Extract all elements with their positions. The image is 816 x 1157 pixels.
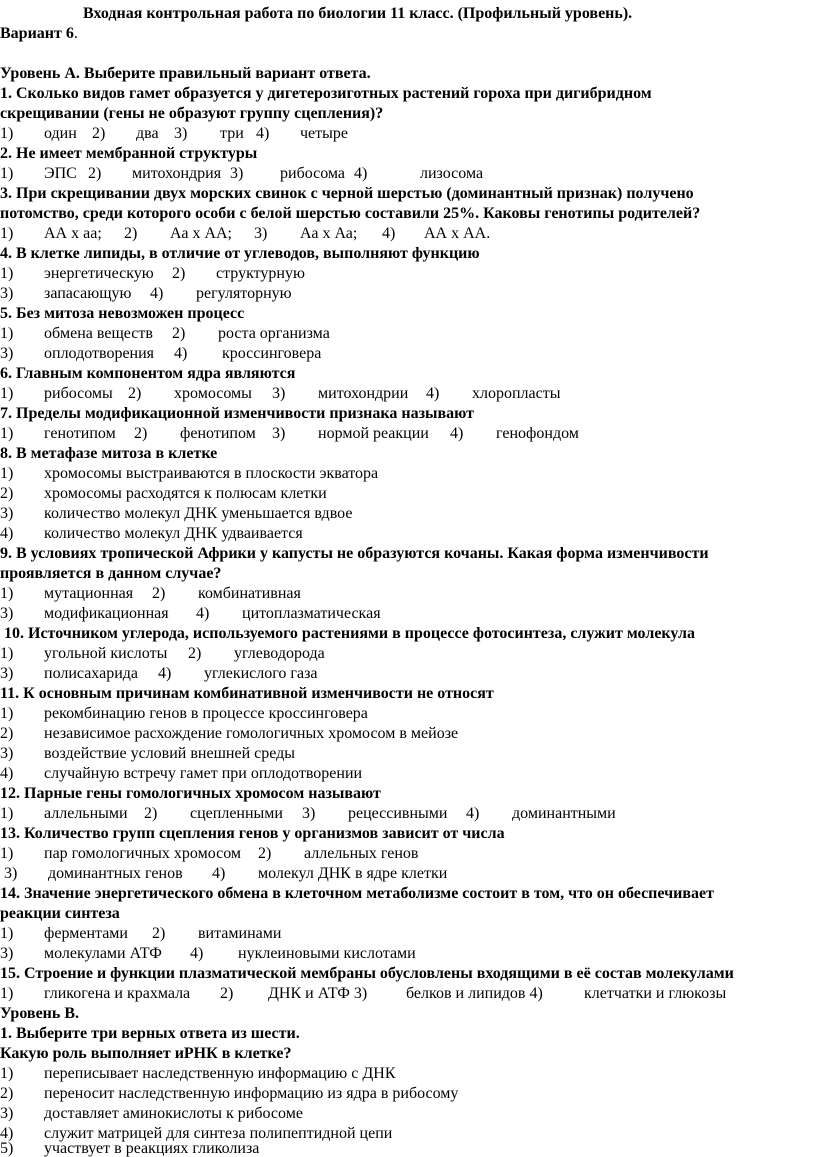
option-text: хлоропласты <box>472 385 561 402</box>
option-number: 4) <box>354 165 368 182</box>
option-number: 4) <box>450 425 464 442</box>
option-text: четыре <box>300 125 348 142</box>
question-3-line-2: потомство, среди которого особи с белой шерстью составили 25%. Каковы генотипы родителей? <box>0 205 701 222</box>
option-text: лизосома <box>420 165 484 182</box>
option-text: роста организма <box>218 325 330 342</box>
variant-label: Вариант 6 <box>0 25 74 42</box>
level-a-heading: Уровень А. Выберите правильный вариант ответа. <box>0 65 371 82</box>
question-8-option-2 <box>0 484 816 504</box>
option-text: полисахарида <box>44 665 138 682</box>
option-text: ЭПС <box>44 165 77 182</box>
option-number: 3) <box>272 425 286 442</box>
question-1-line-2: скрещивании (гены не образуют группу сцепления)? <box>0 105 384 122</box>
question-9-options-row-1 <box>0 584 816 604</box>
option-number: 1) <box>0 225 14 242</box>
option-text: Аа х Аа; <box>300 225 358 242</box>
question-14-options-row-2 <box>0 944 816 964</box>
variant-line <box>0 24 78 44</box>
option-number: 2) <box>128 385 142 402</box>
option-number: 2) <box>0 1085 14 1102</box>
option-number: 2) <box>172 265 186 282</box>
option-text: обмена веществ <box>44 325 153 342</box>
question-10: 10. Источником углерода, используемого растениями в процессе фотосинтеза, служит молекула <box>4 625 695 642</box>
question-7: 7. Пределы модификационной изменчивости признака называют <box>0 405 475 422</box>
question-11-option-3 <box>0 744 816 764</box>
option-text: АА х АА. <box>424 225 491 242</box>
option-text: углеводорода <box>234 645 325 662</box>
option-number: 2) <box>220 985 234 1002</box>
option-text: количество молекул ДНК уменьшается вдвое <box>44 505 353 522</box>
option-number: 1) <box>0 805 14 822</box>
option-text: переносит наследственную информацию из ядра в рибосому <box>44 1085 459 1102</box>
question-13-options-row-1 <box>0 844 816 864</box>
question-6-options <box>0 384 816 404</box>
option-text: один <box>44 125 77 142</box>
option-number: 4) <box>174 345 188 362</box>
option-text: служит матрицей для синтеза полипептидной цепи <box>44 1125 393 1142</box>
option-number: 2) <box>88 165 102 182</box>
question-4-options-row-1 <box>0 264 816 284</box>
option-number: 4) <box>0 765 14 782</box>
question-8-option-4 <box>0 524 816 544</box>
question-3-line-1: 3. При скрещивании двух морских свинок с черной шерстью (доминантный признак) получено <box>0 185 694 202</box>
option-text: рибосома <box>280 165 346 182</box>
option-text: молекулами АТФ <box>44 945 162 962</box>
option-text: запасающую <box>44 285 132 302</box>
question-6: 6. Главным компонентом ядра являются <box>0 365 296 382</box>
option-text: митохондрия <box>132 165 222 182</box>
question-2-options <box>0 164 816 184</box>
option-number: 1) <box>0 925 14 942</box>
option-number: 3) <box>0 665 14 682</box>
question-3-options <box>0 224 816 244</box>
question-11: 11. К основным причинам комбинативной изменчивости не относят <box>0 685 494 702</box>
option-text: цитоплазматическая <box>242 605 381 622</box>
option-number: 1) <box>0 985 14 1002</box>
option-number: 1) <box>0 125 14 142</box>
option-text: два <box>136 125 159 142</box>
option-number: 3) <box>0 505 14 522</box>
option-number: 2) <box>152 585 166 602</box>
option-text: модификационная <box>44 605 169 622</box>
option-number: 3) <box>0 345 14 362</box>
option-number: 4) <box>196 605 210 622</box>
option-text: случайную встречу гамет при оплодотворении <box>44 765 363 782</box>
option-number: 2) <box>124 225 138 242</box>
option-number: 2) <box>258 845 272 862</box>
option-text: ферментами <box>44 925 128 942</box>
option-text: аллельными <box>44 805 128 822</box>
question-2: 2. Не имеет мембранной структуры <box>0 145 258 162</box>
question-1-options <box>0 124 816 144</box>
option-number: 1) <box>0 325 14 342</box>
option-number: 3) <box>0 285 14 302</box>
option-number: 2) <box>144 805 158 822</box>
option-number: 3) <box>254 225 268 242</box>
level-b-question-1-line-1: 1. Выберите три верных ответа из шести. <box>0 1025 300 1042</box>
option-text: гликогена и крахмала <box>44 985 191 1002</box>
option-text: сцепленными <box>190 805 283 822</box>
question-15-options <box>0 984 816 1004</box>
option-number: 4) <box>256 125 270 142</box>
option-number: 3) <box>230 165 244 182</box>
option-text: воздействие условий внешней среды <box>44 745 296 762</box>
option-number: 3) <box>0 605 14 622</box>
question-9-options-row-2 <box>0 604 816 624</box>
question-10-options-row-2 <box>0 664 816 684</box>
option-text: клетчатки и глюкозы <box>584 985 727 1002</box>
question-14-line-2: реакции синтеза <box>0 905 120 922</box>
option-number: 1) <box>0 645 14 662</box>
question-4-options-row-2 <box>0 284 816 304</box>
option-text: нормой реакции <box>318 425 429 442</box>
option-number: 2) <box>92 125 106 142</box>
option-text: генотипом <box>44 425 116 442</box>
option-number: 3) <box>0 945 14 962</box>
question-14-line-1: 14. Значение энергетического обмена в клеточном метаболизме состоит в том, что он обеспечивает <box>0 885 714 902</box>
option-number: 4) <box>382 225 396 242</box>
question-5: 5. Без митоза невозможен процесс <box>0 305 245 322</box>
option-text: мутационная <box>44 585 134 602</box>
option-number: 2) <box>188 645 202 662</box>
option-number: 3) <box>174 125 188 142</box>
option-number: 1) <box>0 585 14 602</box>
option-number: 4) <box>190 945 204 962</box>
question-15: 15. Строение и функции плазматической мембраны обусловлены входящими в её состав молекулами <box>0 965 734 982</box>
question-9-line-1: 9. В условиях тропической Африки у капусты не образуются кочаны. Какая форма изменчивости <box>0 545 709 562</box>
option-number: 1) <box>0 465 14 482</box>
option-number: 1) <box>0 845 14 862</box>
option-text: хромосомы выстраиваются в плоскости экватора <box>44 465 379 482</box>
option-text: рибосомы <box>44 385 113 402</box>
option-text: хромосомы расходятся к полюсам клетки <box>44 485 327 502</box>
option-number: 3) <box>0 745 14 762</box>
question-5-options-row-2 <box>0 344 816 364</box>
option-text: три <box>220 125 244 142</box>
option-text: кроссинговера <box>222 345 322 362</box>
option-text: хромосомы <box>174 385 252 402</box>
option-number: 4) <box>150 285 164 302</box>
question-4: 4. В клетке липиды, в отличие от углеводов, выполняют функцию <box>0 245 480 262</box>
option-text: ДНК и АТФ 3) <box>268 985 368 1002</box>
option-text: переписывает наследственную информацию с ДНК <box>44 1065 396 1082</box>
option-number: 4) <box>158 665 172 682</box>
option-text: нуклеиновыми кислотами <box>238 945 416 962</box>
question-10-options-row-1 <box>0 644 816 664</box>
variant-dot: . <box>73 25 78 42</box>
question-12: 12. Парные гены гомологичных хромосом называют <box>0 785 381 802</box>
option-number: 2) <box>0 725 14 742</box>
question-5-options-row-1 <box>0 324 816 344</box>
option-text: угольной кислоты <box>44 645 168 662</box>
option-number: 2) <box>134 425 148 442</box>
question-13: 13. Количество групп сцепления генов у организмов зависит от числа <box>0 825 505 842</box>
question-7-options <box>0 424 816 444</box>
option-number: 1) <box>0 425 14 442</box>
option-text: доминантными <box>512 805 616 822</box>
level-b-option-3 <box>0 1104 816 1124</box>
option-number: 1) <box>0 385 14 402</box>
option-number: 2) <box>152 925 166 942</box>
option-text: независимое расхождение гомологичных хромосом в мейозе <box>44 725 459 742</box>
option-text: доминантных генов <box>48 865 183 882</box>
option-number: 2) <box>172 325 186 342</box>
option-number: 1) <box>0 265 14 282</box>
option-number: 3) <box>0 1105 14 1122</box>
question-1-line-1: 1. Сколько видов гамет образуется у дигетерозиготных растений гороха при дигибридном <box>0 85 652 102</box>
option-text: углекислого газа <box>204 665 318 682</box>
option-number: 4) <box>0 525 14 542</box>
option-text: энергетическую <box>44 265 154 282</box>
question-11-option-2 <box>0 724 816 744</box>
option-text: рекомбинацию генов в процессе кроссинговера <box>44 705 368 722</box>
option-text: доставляет аминокислоты к рибосоме <box>44 1105 303 1122</box>
level-b-question-1-line-2: Какую роль выполняет иРНК в клетке? <box>0 1045 292 1062</box>
option-text: оплодотворения <box>44 345 155 362</box>
question-8-option-1 <box>0 464 816 484</box>
option-number: 1) <box>0 705 14 722</box>
level-b-heading: Уровень В. <box>0 1005 80 1022</box>
option-text: рецессивными <box>348 805 448 822</box>
option-number: 2) <box>0 485 14 502</box>
option-text: витаминами <box>198 925 282 942</box>
option-text: участвует в реакциях гликолиза <box>44 1140 260 1157</box>
question-12-options <box>0 804 816 824</box>
option-number: 4) <box>466 805 480 822</box>
level-b-option-2 <box>0 1084 816 1104</box>
question-9-line-2: проявляется в данном случае? <box>0 565 222 582</box>
option-text: пар гомологичных хромосом <box>44 845 242 862</box>
option-number: 5) <box>0 1140 14 1157</box>
option-number: 3) <box>302 805 316 822</box>
option-text: количество молекул ДНК удваивается <box>44 525 303 542</box>
option-text: комбинативная <box>198 585 301 602</box>
question-8: 8. В метафазе митоза в клетке <box>0 445 218 462</box>
option-number: 1) <box>0 1065 14 1082</box>
option-number: 4) <box>0 1125 14 1142</box>
question-8-option-3 <box>0 504 816 524</box>
option-number: 3) <box>272 385 286 402</box>
level-b-option-1 <box>0 1064 816 1084</box>
option-number: 1) <box>0 165 14 182</box>
option-text: аллельных генов <box>304 845 419 862</box>
option-number: 4) <box>426 385 440 402</box>
option-number: 3) <box>4 865 18 882</box>
option-text: генофондом <box>496 425 579 442</box>
question-14-options-row-1 <box>0 924 816 944</box>
option-text: регуляторную <box>196 285 292 302</box>
option-text: белков и липидов 4) <box>406 985 543 1002</box>
option-text: Аа х АА; <box>170 225 232 242</box>
page-title: Входная контрольная работа по биологии 11 класс. (Профильный уровень). <box>83 5 633 22</box>
option-text: фенотипом <box>180 425 256 442</box>
option-text: АА х аа; <box>44 225 102 242</box>
question-11-option-4 <box>0 764 816 784</box>
option-text: митохондрии <box>318 385 409 402</box>
option-text: молекул ДНК в ядре клетки <box>258 865 448 882</box>
question-13-options-row-2 <box>0 864 816 884</box>
option-number: 4) <box>212 865 226 882</box>
question-11-option-1 <box>0 704 816 724</box>
option-text: структурную <box>216 265 305 282</box>
level-b-option-5 <box>0 1139 816 1157</box>
